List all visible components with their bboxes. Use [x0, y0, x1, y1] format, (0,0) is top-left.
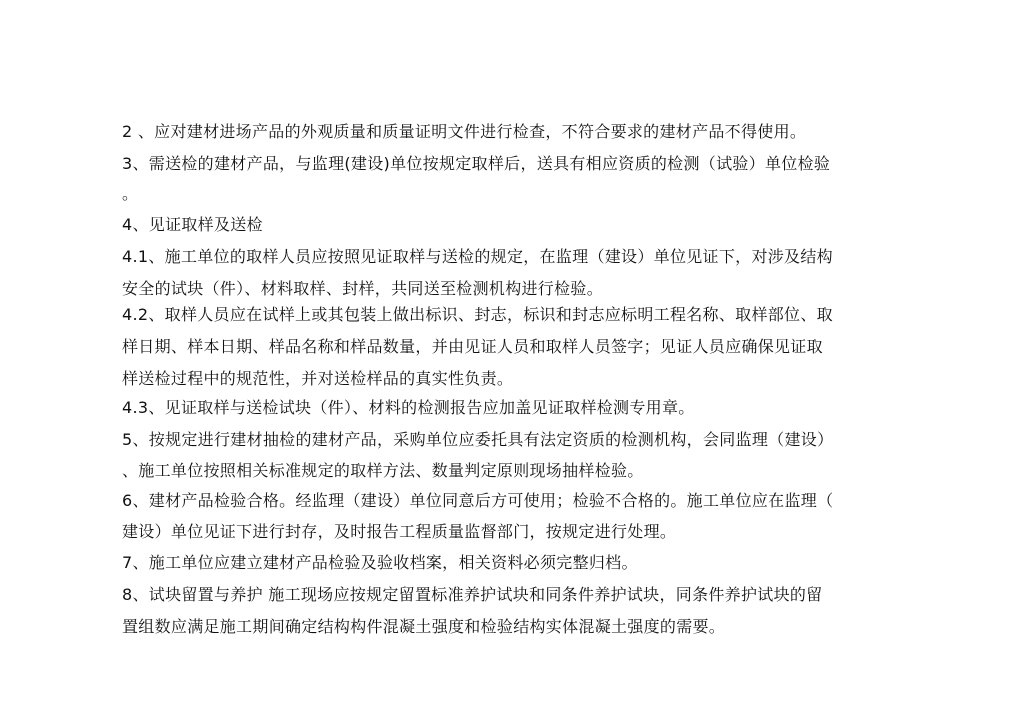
text-line: 3、需送检的建材产品，与监理(建设)单位按规定取样后，送具有相应资质的检测（试验）单位检验	[122, 154, 831, 173]
text-line: 4.3、见证取样与送检试块（件）、材料的检测报告应加盖见证取样检测专用章。	[122, 398, 695, 417]
text-line: 样送检过程中的规范性，并对送检样品的真实性负责。	[122, 369, 514, 388]
text-line: 样日期、样本日期、样品名称和样品数量，并由见证人员和取样人员签字；见证人员应确保见证取	[122, 337, 823, 356]
text-line: 置组数应满足施工期间确定结构构件混凝土强度和检验结构实体混凝土强度的需要。	[122, 617, 726, 636]
text-line: 、施工单位按照相关标准规定的取样方法、数量判定原则现场抽样检验。	[122, 461, 644, 480]
text-line: 。	[122, 184, 139, 203]
text-line: 4.2、取样人员应在试样上或其包装上做出标识、封志，标识和封志应标明工程名称、取样部位、取	[122, 305, 833, 324]
text-line: 4、见证取样及送检	[122, 215, 263, 234]
text-line: 2 、应对建材进场产品的外观质量和质量证明文件进行检查，不符合要求的建材产品不得使用。	[122, 122, 807, 141]
text-line: 建设）单位见证下进行封存，及时报告工程质量监督部门，按规定进行处理。	[122, 522, 677, 541]
text-line: 4.1、施工单位的取样人员应按照见证取样与送检的规定，在监理（建设）单位见证下，对涉及结构	[122, 247, 833, 266]
text-line: 8、试块留置与养护 施工现场应按规定留置标准养护试块和同条件养护试块，同条件养护试块的留	[122, 585, 823, 604]
text-line: 7、施工单位应建立建材产品检验及验收档案，相关资料必须完整归档。	[122, 553, 638, 572]
text-line: 安全的试块（件）、材料取样、封样，共同送至检测机构进行检验。	[122, 279, 604, 298]
text-line: 5、按规定进行建材抽检的建材产品，采购单位应委托具有法定资质的检测机构，会同监理（建设）	[122, 430, 834, 449]
text-line: 6、建材产品检验合格。经监理（建设）单位同意后方可使用；检验不合格的。施工单位应在监理（	[122, 491, 834, 510]
